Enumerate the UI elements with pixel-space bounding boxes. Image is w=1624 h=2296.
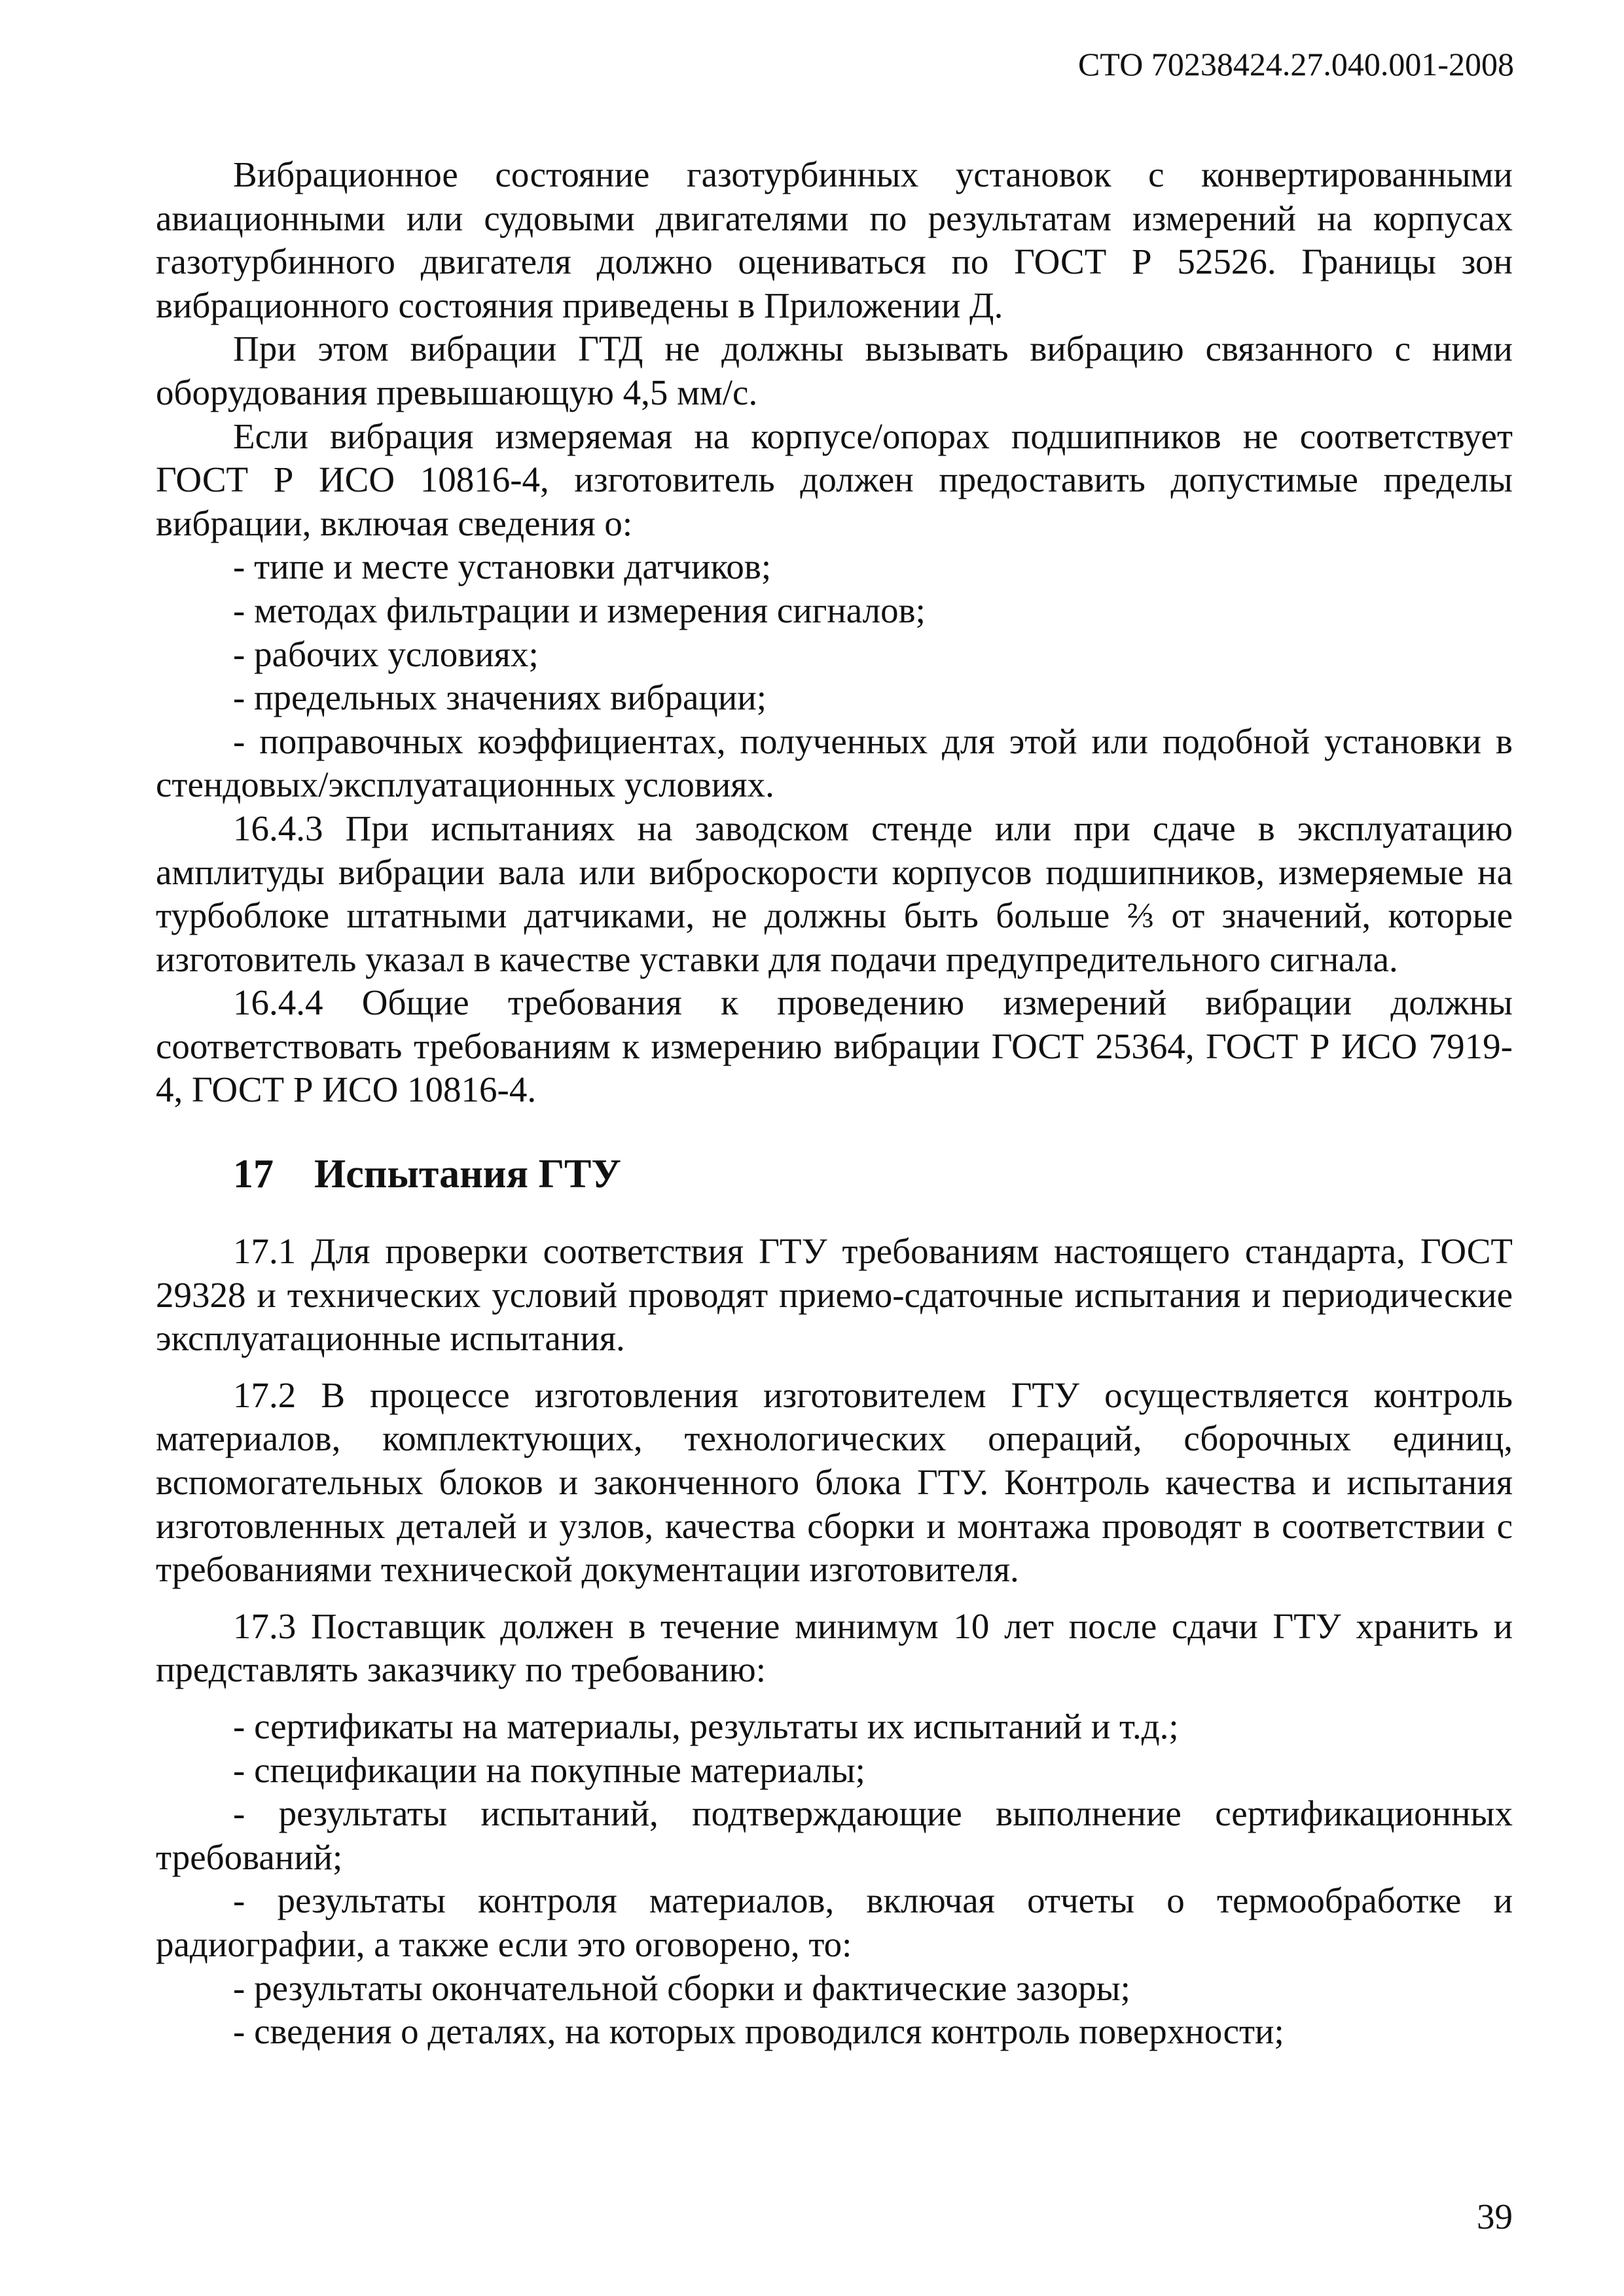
list-item: - предельных значениях вибрации; [233,677,767,718]
list-item: - результаты контроля материалов, включая отчеты о термообработке и радиографии, а также если это оговорено, то: [156,1880,1513,1964]
supplier-records-list [156,1705,1513,2054]
paragraph-gtd-vibration-limit: При этом вибрации ГТД не должны вызывать вибрацию связанного с ними оборудования превышающую 4,5 мм/с. [156,329,1513,412]
clause-17-1: 17.1 Для проверки соответствия ГТУ требованиям настоящего стандарта, ГОСТ 29328 и технических условий проводят приемо-сдаточные испытания и периодические эксплуатационные испытания. [156,1231,1513,1359]
document-code-header: СТО 70238424.27.040.001-2008 [1078,46,1514,82]
paragraph-vibration-state: Вибрационное состояние газотурбинных установок с конвертированными авиационными или судовыми двигателями по результатам измерений на корпусах газотурбинного двигателя должно оцениваться по ГОСТ Р 52526. Границы зон вибрационного состояния приведены в Приложении Д. [156,154,1513,325]
list-item: - спецификации на покупные материалы; [233,1749,865,1790]
paragraph-manufacturer-limits: Если вибрация измеряемая на корпусе/опорах подшипников не соответствует ГОСТ Р ИСО 10816-4, изготовитель должен предоставить допустимые пределы вибрации, включая сведения о: [156,416,1513,543]
section-title: Испытания ГТУ [314,1152,621,1197]
list-item: - результаты испытаний, подтверждающие выполнение сертификационных требований; [156,1793,1513,1877]
document-body [156,153,1513,2054]
clause-17-3: 17.3 Поставщик должен в течение минимум 10 лет после сдачи ГТУ хранить и представлять заказчику по требованию: [156,1605,1513,1690]
clause-16-4-3: 16.4.3 При испытаниях на заводском стенде или при сдаче в эксплуатацию амплитуды вибрации вала или виброскорости корпусов подшипников, измеряемые на турбоблоке штатными датчиками, не должны быть больше ⅔ от значений, которые изготовитель указал в качестве уставки для подачи предупредительного сигнала. [156,808,1513,979]
section-heading [156,1150,1513,1198]
list-item: - рабочих условиях; [233,634,539,674]
section-number: 17 [233,1152,274,1197]
vibration-info-list [156,545,1513,807]
clause-17-2: 17.2 В процессе изготовления изготовителем ГТУ осуществляется контроль материалов, комплектующих, технологических операций, сборочных единиц, вспомогательных блоков и законченного блока ГТУ. Контроль качества и испытания изготовленных деталей и узлов, качества сборки и монтажа проводят в соответствии с требованиями технической документации изготовителя. [156,1374,1513,1590]
list-item: - типе и месте установки датчиков; [233,547,772,587]
list-item: - методах фильтрации и измерения сигналов; [233,590,926,630]
list-item: - сведения о деталях, на которых проводился контроль поверхности; [233,2011,1284,2052]
clause-16-4-4: 16.4.4 Общие требования к проведению измерений вибрации должны соответствовать требованиям к измерению вибрации ГОСТ 25364, ГОСТ Р ИСО 7919-4, ГОСТ Р ИСО 10816-4. [156,982,1513,1110]
page-number: 39 [1477,2197,1513,2236]
list-item: - поправочных коэффициентах, полученных для этой или подобной установки в стендовых/эксплуатационных условиях. [156,721,1513,805]
list-item: - сертификаты на материалы, результаты их испытаний и т.д.; [233,1706,1179,1746]
list-item: - результаты окончательной сборки и фактические зазоры; [233,1967,1130,2008]
